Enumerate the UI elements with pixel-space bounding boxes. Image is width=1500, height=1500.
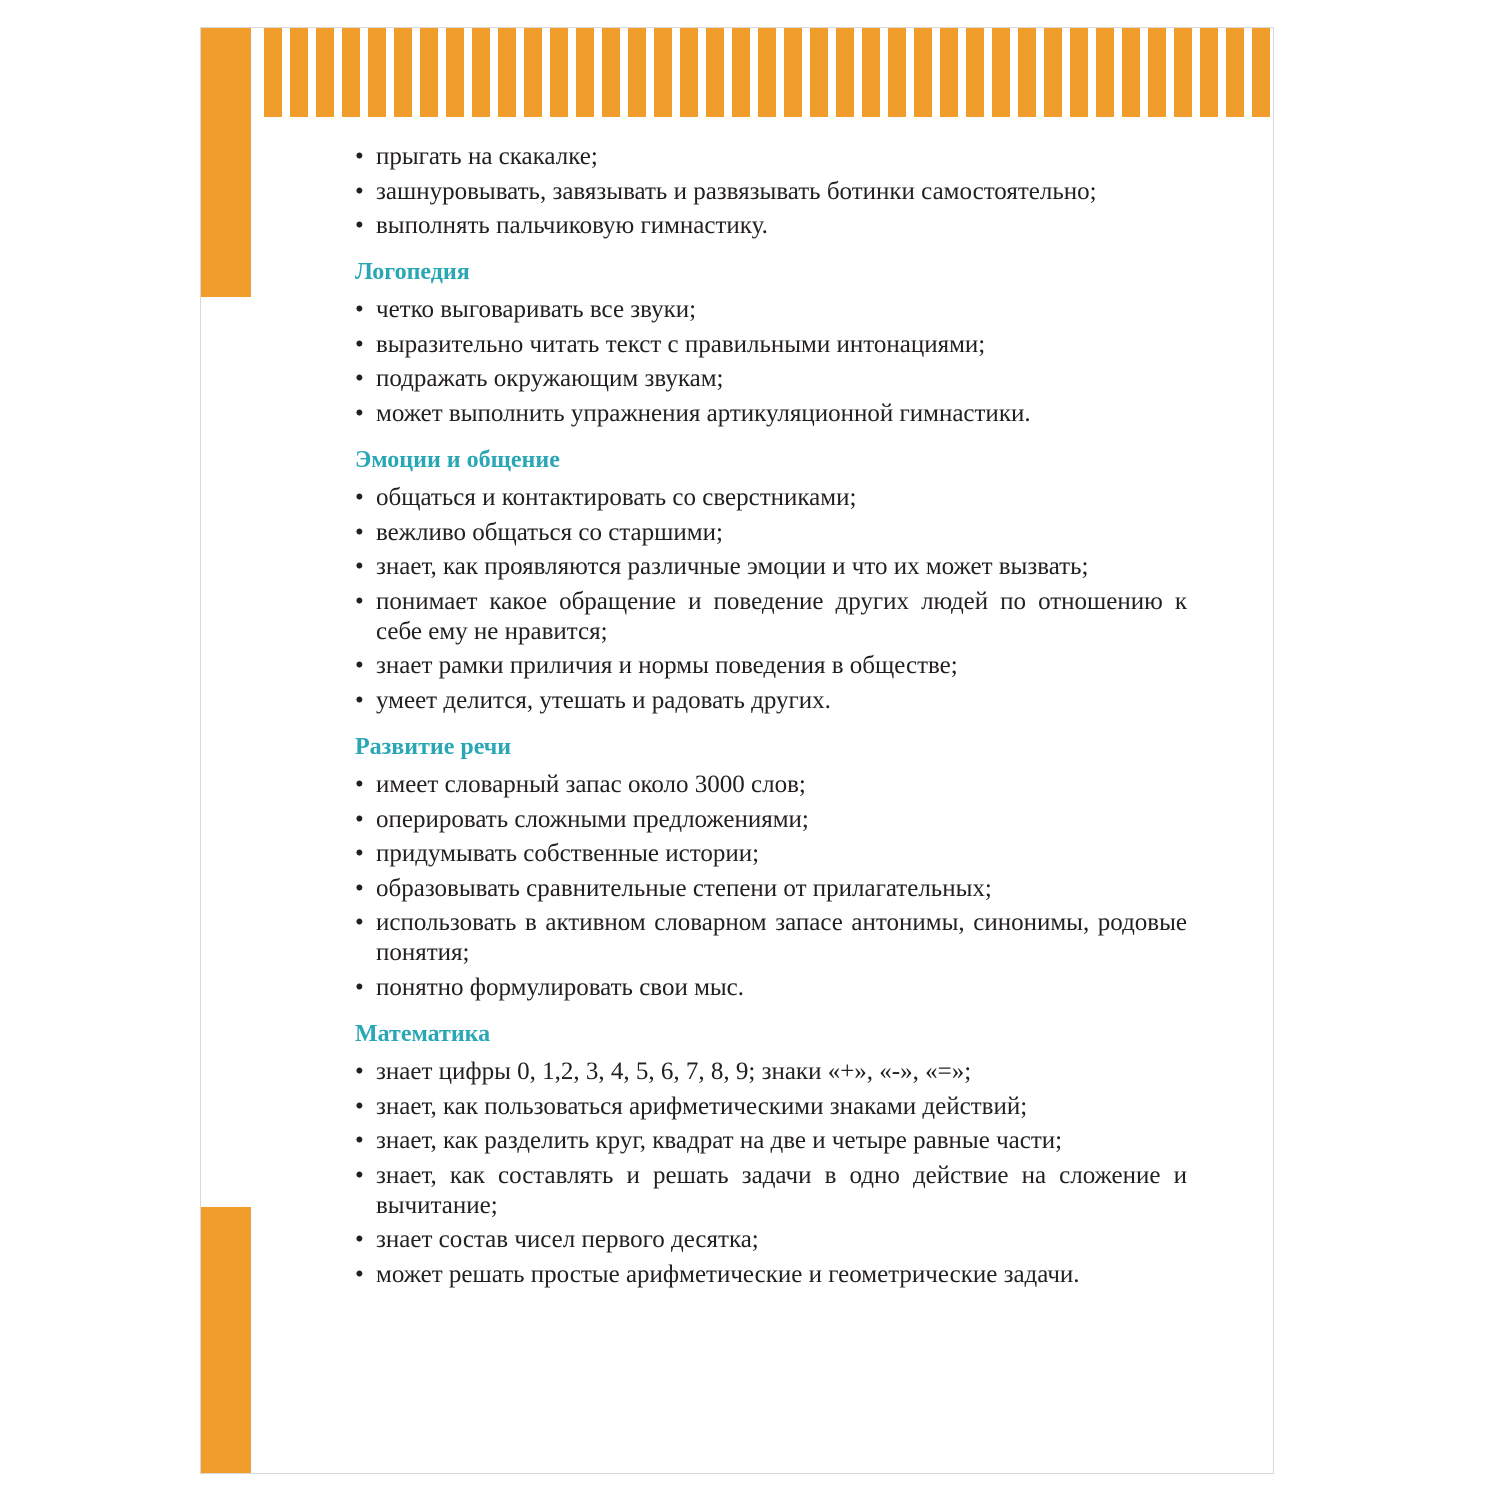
list-item: • знает, как пользоваться арифметическими знаками действий;	[355, 1092, 1187, 1122]
section-math	[355, 1017, 1187, 1290]
section-list	[355, 483, 1187, 716]
list-item: • понятно формулировать свои мыс.	[355, 973, 1187, 1003]
list-item: • может решать простые арифметические и геометрические задачи.	[355, 1260, 1187, 1290]
list-item: • использовать в активном словарном запасе антонимы, синонимы, родовые понятия;	[355, 908, 1187, 968]
list-item: • умеет делится, утешать и радовать других.	[355, 686, 1187, 716]
section-emotions	[355, 443, 1187, 716]
list-item: • знает рамки приличия и нормы поведения в обществе;	[355, 651, 1187, 681]
list-item: • зашнуровывать, завязывать и развязывать ботинки самостоятельно;	[355, 177, 1187, 207]
list-item: • оперировать сложными предложениями;	[355, 805, 1187, 835]
list-item: • знает, как составлять и решать задачи в одно действие на сложение и вычитание;	[355, 1161, 1187, 1221]
section-list	[355, 770, 1187, 1003]
list-item: • образовывать сравнительные степени от прилагательных;	[355, 874, 1187, 904]
section-title: Логопедия	[355, 259, 470, 286]
list-item: • придумывать собственные истории;	[355, 839, 1187, 869]
list-item: • знает, как проявляются различные эмоции и что их может вызвать;	[355, 552, 1187, 582]
section-logopedia	[355, 255, 1187, 429]
page-content	[355, 142, 1187, 1294]
list-item: • знает состав чисел первого десятка;	[355, 1225, 1187, 1255]
list-item: • имеет словарный запас около 3000 слов;	[355, 770, 1187, 800]
section-speech	[355, 730, 1187, 1003]
list-item: • может выполнить упражнения артикуляционной гимнастики.	[355, 399, 1187, 429]
section-list	[355, 1057, 1187, 1290]
list-item: • прыгать на скакалке;	[355, 142, 1187, 172]
section-list	[355, 295, 1187, 429]
intro-list	[355, 142, 1187, 241]
section-title: Эмоции и общение	[355, 446, 560, 473]
list-item: • подражать окружающим звукам;	[355, 364, 1187, 394]
list-item: • понимает какое обращение и поведение других людей по отношению к себе ему не нравится;	[355, 587, 1187, 647]
decorative-bar-bottom	[201, 1207, 251, 1474]
decorative-stripes	[201, 28, 1274, 117]
decorative-bar-top	[201, 28, 251, 297]
list-item: • четко выговаривать все звуки;	[355, 295, 1187, 325]
list-item: • общаться и контактировать со сверстниками;	[355, 483, 1187, 513]
list-item: • выразительно читать текст с правильными интонациями;	[355, 330, 1187, 360]
page	[200, 27, 1274, 1474]
list-item: • знает, как разделить круг, квадрат на две и четыре равные части;	[355, 1126, 1187, 1156]
list-item: • знает цифры 0, 1,2, 3, 4, 5, 6, 7, 8, 9; знаки «+», «-», «=»;	[355, 1057, 1187, 1087]
list-item: • выполнять пальчиковую гимнастику.	[355, 211, 1187, 241]
list-item: • вежливо общаться со старшими;	[355, 518, 1187, 548]
section-title: Математика	[355, 1020, 491, 1047]
section-title: Развитие речи	[355, 733, 512, 760]
